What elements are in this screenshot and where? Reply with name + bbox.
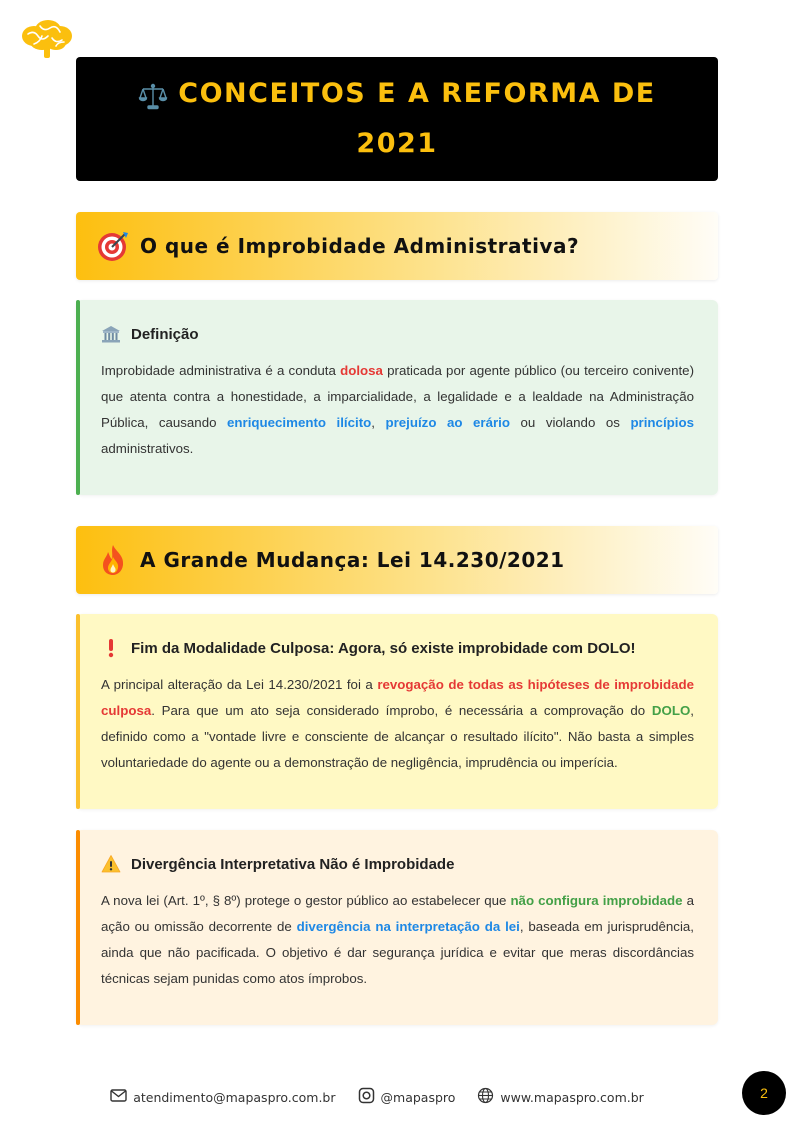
- warning-icon: [101, 854, 121, 874]
- highlight-revogacao: revogação de todas as hipóteses de improbidade culposa: [101, 677, 695, 718]
- highlight-nao-configura: não configura improbidade: [510, 893, 683, 908]
- footer: [0, 1085, 794, 1109]
- page-title-text: CONCEITOS E A REFORMA DE: [178, 78, 656, 109]
- footer-website[interactable]: [477, 1087, 643, 1107]
- footer-email-text[interactable]: atendimento@mapaspro.com.br: [133, 1089, 336, 1105]
- target-icon: [96, 229, 130, 263]
- footer-instagram-text[interactable]: @mapaspro: [380, 1089, 456, 1105]
- balance-scale-icon: [138, 79, 168, 109]
- section-heading-text: O que é Improbidade Administrativa?: [140, 234, 580, 258]
- card-title-text: Fim da Modalidade Culposa: Agora, só existe improbidade com DOLO!: [131, 639, 636, 657]
- body-text: . Para que um ato seja considerado ímprobo, é necessária a comprovação do: [151, 703, 652, 718]
- instagram-icon: [358, 1087, 375, 1107]
- body-text: Improbidade administrativa é a conduta: [101, 363, 341, 378]
- card-body: [101, 358, 694, 462]
- card-title: [101, 854, 694, 874]
- section-heading-lei-14230: [76, 526, 718, 594]
- brain-logo-icon: [20, 18, 74, 60]
- card-title: [101, 324, 694, 344]
- footer-website-text[interactable]: www.mapaspro.com.br: [500, 1089, 644, 1105]
- card-accent-bar: [76, 614, 80, 809]
- highlight-enriquecimento: enriquecimento ilícito: [227, 415, 372, 430]
- card-body: [101, 672, 694, 776]
- body-text: ,: [371, 415, 386, 430]
- exclamation-icon: [101, 638, 121, 658]
- body-text: A nova lei (Art. 1º, § 8º) protege o gestor público ao estabelecer que: [101, 893, 511, 908]
- globe-icon: [477, 1087, 494, 1107]
- fire-icon: [96, 543, 130, 577]
- highlight-divergencia: divergência na interpretação da lei: [296, 919, 520, 934]
- page-title-banner: [76, 57, 718, 181]
- footer-email[interactable]: [110, 1087, 335, 1107]
- card-title-text: Definição: [131, 325, 199, 343]
- card-title-text: Divergência Interpretativa Não é Improbidade: [131, 855, 455, 873]
- highlight-prejuizo: prejuízo ao erário: [385, 415, 510, 430]
- body-text: A principal alteração da Lei 14.230/2021 foi a: [101, 677, 378, 692]
- card-title: [101, 638, 694, 658]
- body-text: a ação ou omissão decorrente de: [101, 893, 694, 934]
- section-heading-what-is: [76, 212, 718, 280]
- page-title-line-1: [138, 69, 655, 119]
- definition-card: [76, 300, 718, 495]
- body-text: , definido como a "vontade livre e consciente de alcançar o resultado ilícito". Não basta a simples voluntariedade do agente ou a demonstração de negligência, imprudência ou imperícia.: [101, 703, 694, 770]
- body-text: administrativos.: [101, 441, 194, 456]
- card-body: [101, 888, 694, 992]
- body-text: ou violando os: [509, 415, 631, 430]
- page-title-line-2: 2021: [356, 128, 438, 159]
- body-text: , baseada em jurisprudência, ainda que não pacificada. O objetivo é dar segurança jurídica e evitar que meras discordâncias técnicas sejam punidas como atos ímprobos.: [101, 919, 695, 986]
- page-number-badge: 2: [742, 1071, 786, 1115]
- highlight-dolo: DOLO: [651, 703, 691, 718]
- culposa-end-card: [76, 614, 718, 809]
- card-accent-bar: [76, 300, 80, 495]
- divergence-card: [76, 830, 718, 1025]
- highlight-dolosa: dolosa: [340, 363, 383, 378]
- card-accent-bar: [76, 830, 80, 1025]
- body-text: praticada por agente público (ou terceiro conivente) que atenta contra a honestidade, a imparcialidade, a legalidade e a lealdade na Administração Pública, causando: [101, 363, 694, 430]
- footer-instagram[interactable]: [358, 1087, 456, 1107]
- mail-icon: [110, 1087, 127, 1107]
- classical-building-icon: [101, 324, 121, 344]
- section-heading-text: A Grande Mudança: Lei 14.230/2021: [140, 548, 565, 572]
- highlight-principios: princípios: [630, 415, 694, 430]
